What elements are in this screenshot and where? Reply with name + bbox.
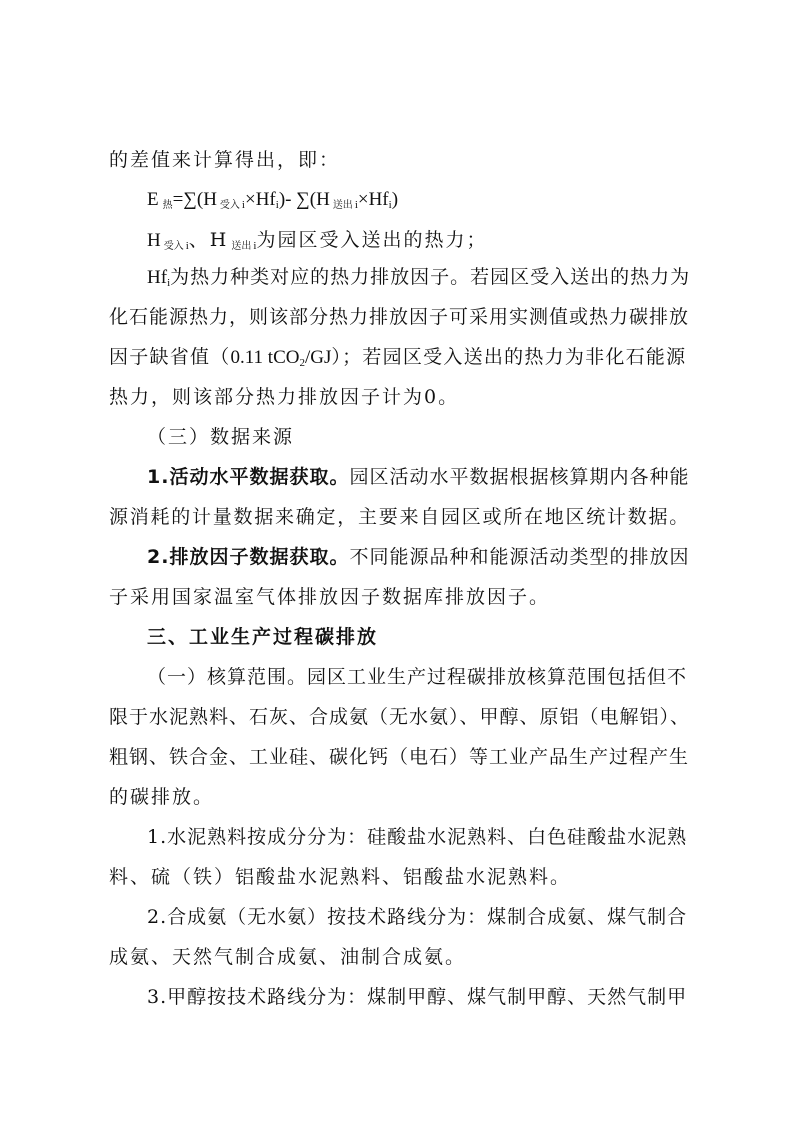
text-line-6 xyxy=(109,345,689,375)
text-line-1: 的差值来计算得出，即： xyxy=(109,149,341,171)
text-line-11 xyxy=(147,545,689,569)
text-line-12: 子采用国家温室气体排放因子数据库排放因子。 xyxy=(109,586,551,608)
line6-num: 0.11 tCO xyxy=(230,347,300,368)
formula-sub-in: 受入 xyxy=(219,200,240,211)
formula-fi1: i xyxy=(275,199,279,211)
text-line-18: 1.水泥熟料按成分分为：硅酸盐水泥熟料、白色硅酸盐水泥熟 xyxy=(147,826,688,848)
text-line-20: 2.合成氨（无水氨）按技术路线分为：煤制合成氨、煤气制合 xyxy=(147,906,688,928)
section-heading-industrial: 三、工业生产过程碳排放 xyxy=(147,626,379,648)
line3-sub-in: 受入 xyxy=(163,241,184,252)
line3-i2: i xyxy=(253,240,257,252)
formula-i1: i xyxy=(241,199,245,211)
line4-rest: 为热力种类对应的热力排放因子。若园区受入送出的热力为 xyxy=(170,266,691,288)
section-heading-data-source: （三）数据来源 xyxy=(147,426,295,448)
emission-factor-text: 不同能源品种和能源活动类型的排放因 xyxy=(349,546,690,568)
line4-hf: Hf xyxy=(147,267,168,288)
text-line-10: 源消耗的计量数据来确定，主要来自园区或所在地区统计数据。 xyxy=(109,506,691,528)
formula-eq: =∑(H xyxy=(172,189,217,210)
text-line-7: 热力，则该部分热力排放因子计为0。 xyxy=(109,386,460,408)
activity-data-text: 园区活动水平数据根据核算期内各种能 xyxy=(349,466,690,488)
text-line-9 xyxy=(147,465,689,489)
formula-lhs-sub: 热 xyxy=(162,200,173,211)
formula-fi2: i xyxy=(388,199,392,211)
line3-rest: 为园区受入送出的热力； xyxy=(256,229,488,251)
formula-times1: ×Hf xyxy=(244,189,276,210)
formula-lhs: E xyxy=(147,189,159,210)
line3-i1: i xyxy=(185,240,189,252)
text-line-16: 粗钢、铁合金、工业硅、碳化钙（电石）等工业产品生产过程产生 xyxy=(109,746,690,768)
line6-unit: /GJ xyxy=(304,347,332,368)
text-line-22: 3.甲醇按技术路线分为：煤制甲醇、煤气制甲醇、天然气制甲 xyxy=(147,986,688,1008)
formula-times2: ×Hf xyxy=(357,189,389,210)
text-line-17: 的碳排放。 xyxy=(109,786,215,808)
line4-i: i xyxy=(167,277,171,289)
text-line-15: 限于水泥熟料、石灰、合成氨（无水氨）、甲醇、原铝（电解铝）、 xyxy=(109,706,691,728)
formula-mid: )- ∑(H xyxy=(278,189,330,210)
line3-sep: 、H xyxy=(188,229,229,251)
text-line-14: （一）核算范围。园区工业生产过程碳排放核算范围包括但不 xyxy=(147,666,688,688)
formula-end: ) xyxy=(391,189,399,210)
line3-h: H xyxy=(147,230,161,251)
formula-sub-out: 送出 xyxy=(332,200,353,211)
activity-data-heading: 1.活动水平数据获取。 xyxy=(147,466,350,488)
text-line-4 xyxy=(147,265,689,295)
line3-sub-out: 送出 xyxy=(231,241,252,252)
text-line-19: 料、硫（铁）铝酸盐水泥熟料、铝酸盐水泥熟料。 xyxy=(109,866,572,888)
emission-factor-heading: 2.排放因子数据获取。 xyxy=(147,546,350,568)
text-line-5: 化石能源热力，则该部分热力排放因子可采用实测值或热力碳排放 xyxy=(109,306,690,328)
formula-i2: i xyxy=(354,199,358,211)
line6-two: 2 xyxy=(299,357,305,369)
text-line-21: 成氨、天然气制合成氨、油制合成氨。 xyxy=(109,946,467,968)
text-line-3 xyxy=(147,228,689,259)
line6-b: ）；若园区受入送出的热力为非化石能源 xyxy=(331,346,687,368)
heat-emission-formula xyxy=(147,188,689,218)
line6-a: 因子缺省值（ xyxy=(109,346,231,368)
